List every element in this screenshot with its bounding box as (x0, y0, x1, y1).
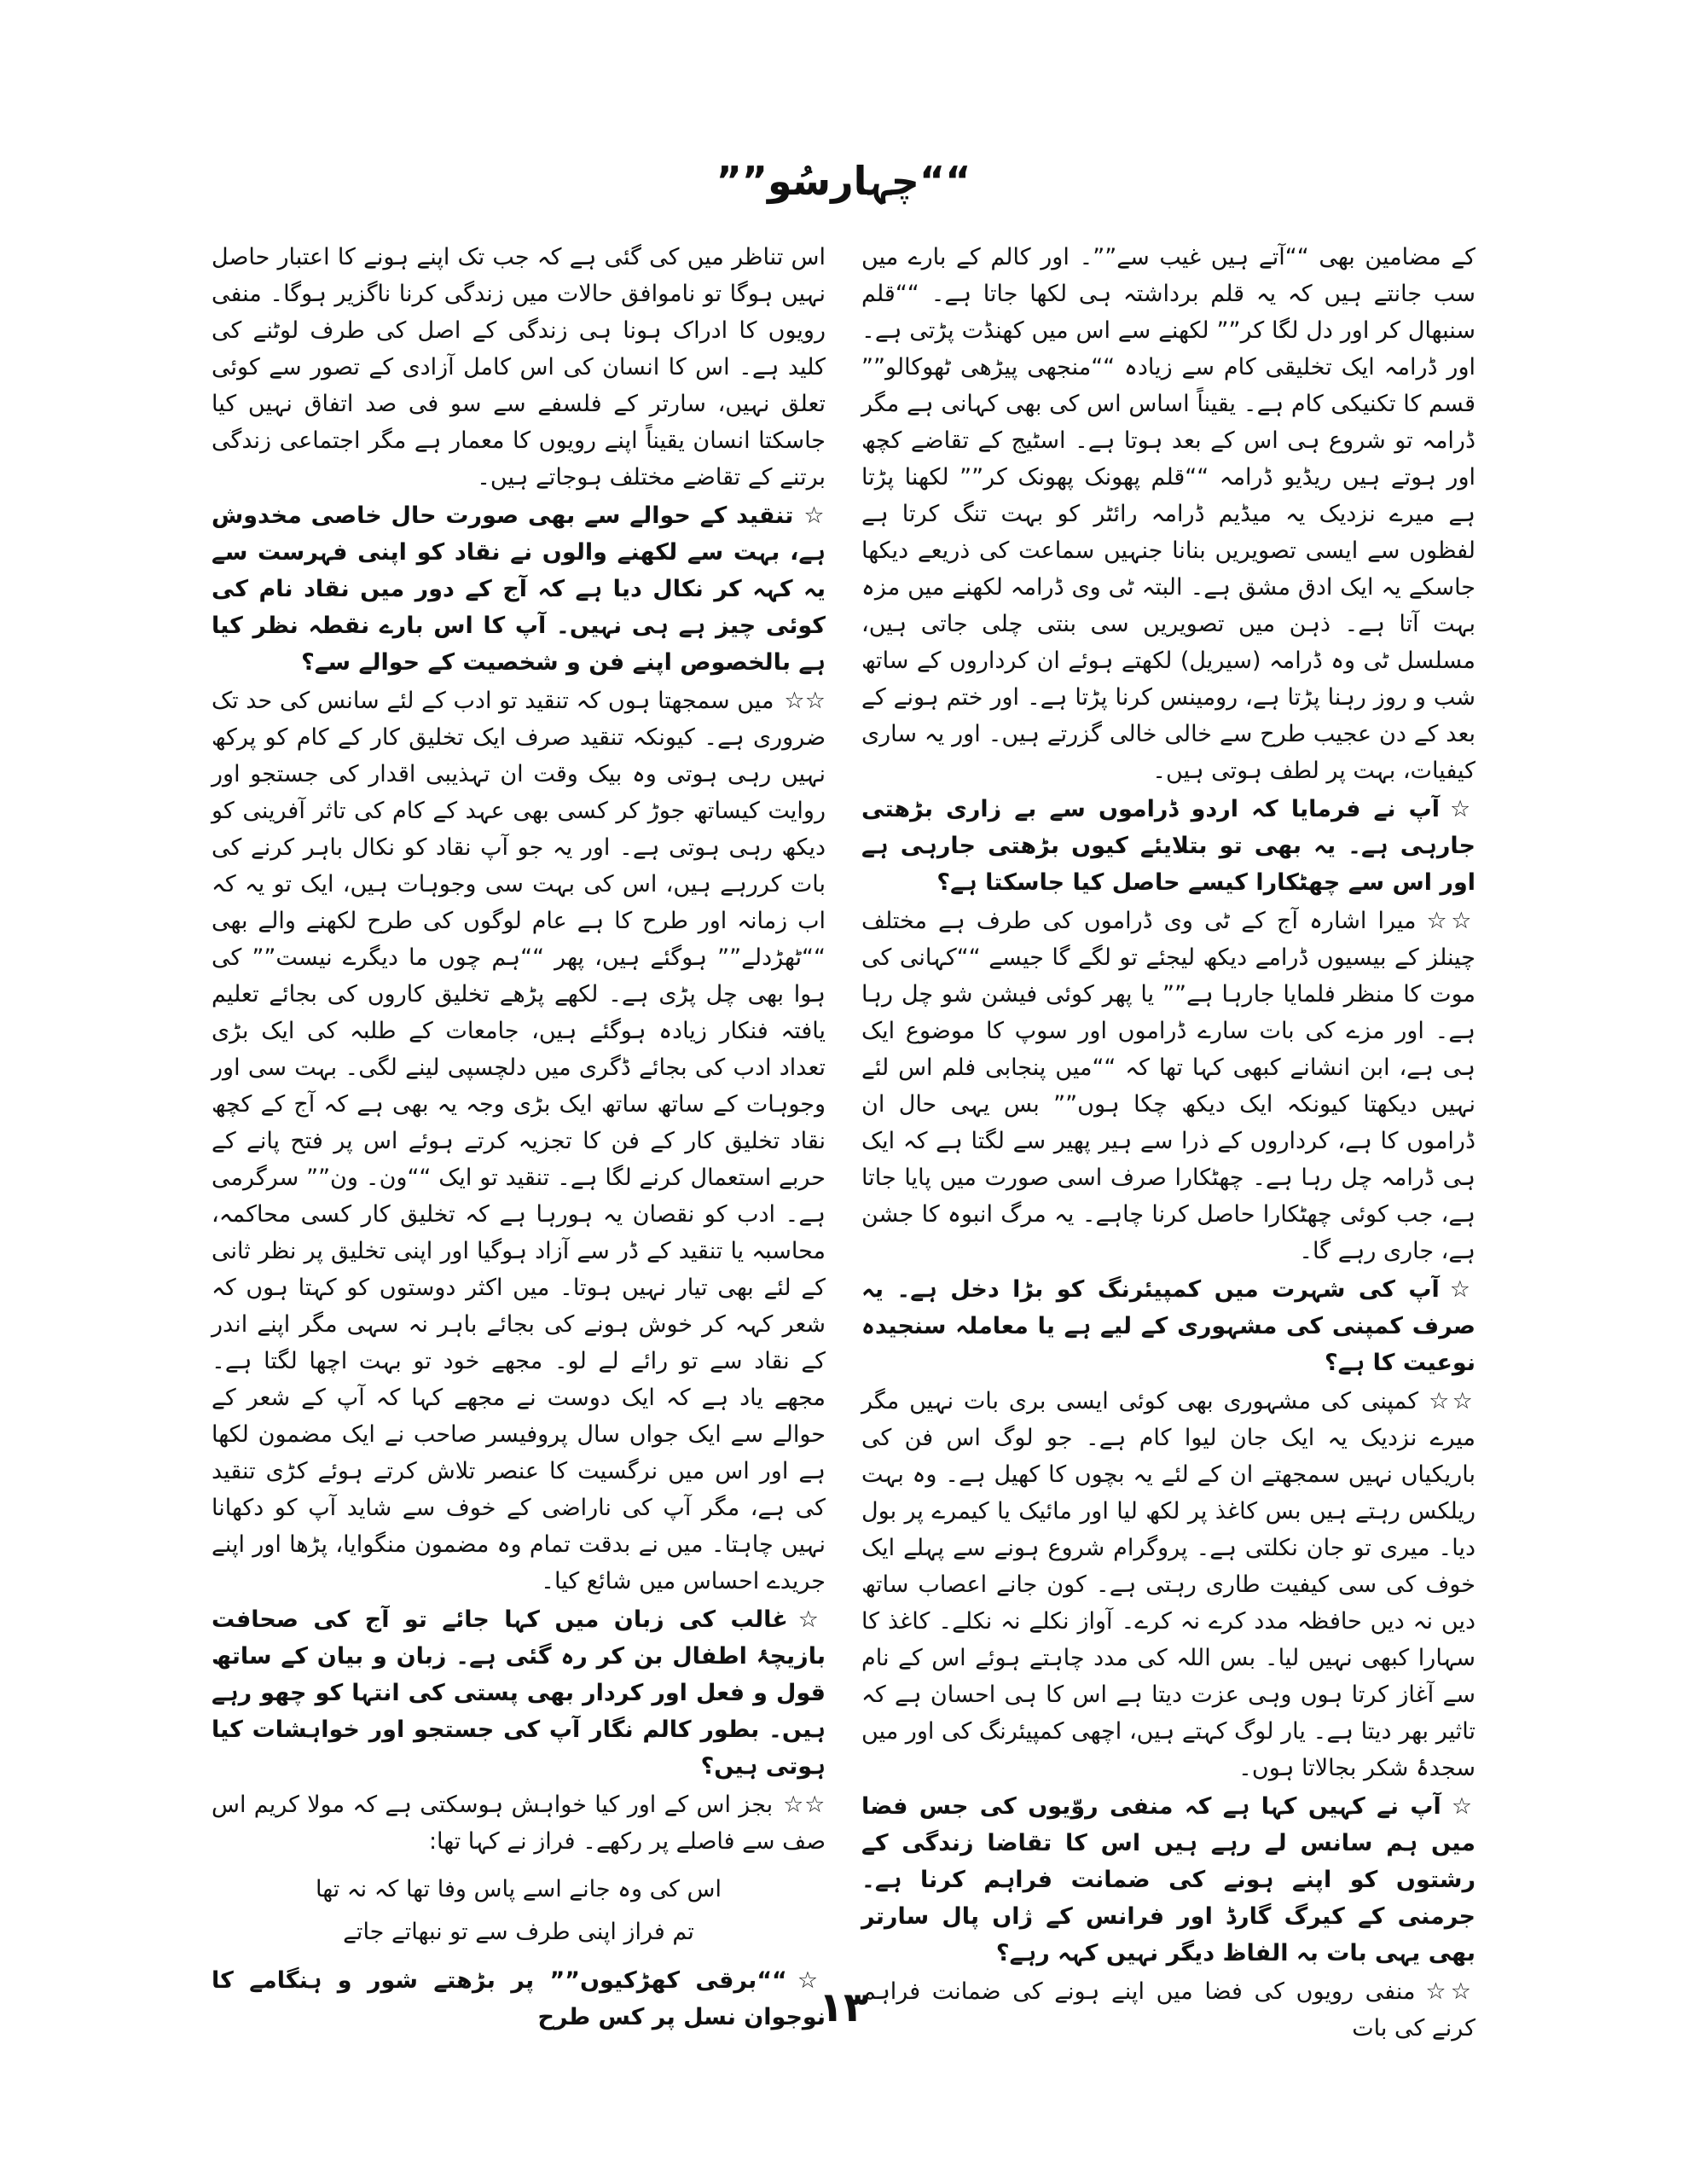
question: ☆آپ نے کہیں کہا ہے کہ منفی روّیوں کی جس فضا میں ہم سانس لے رہے ہیں اس کا تقاضا زندگی کے رشتوں کو اپنے ہونے کی ضمانت فراہم کرنا ہے۔ جرمنی کے کیرگ گارڈ اور فرانس کے ژاں پال سارتر بھی یہی بات بہ الفاظ دیگر نہیں کہہ رہے؟ (861, 1793, 1475, 1966)
answer: ☆☆بجز اس کے اور کیا خواہش ہوسکتی ہے کہ مولا کریم اس صف سے فاصلے پر رکھے۔ فراز نے کہا تھا: (212, 1792, 826, 1855)
double-star-icon: ☆☆ (784, 688, 826, 714)
answer: ☆☆میں سمجھتا ہوں کہ تنقید تو ادب کے لئے سانس کی حد تک ضروری ہے۔ کیونکہ تنقید صرف ایک تخلیق کار کے کام کو پرکھ نہیں رہی ہوتی وہ بیک وقت ان تہذیبی اقدار کی جستجو اور روایت کیساتھ جوڑ کر کسی بھی عہد کے کام کی تاثر آفرینی کو دیکھ رہی ہوتی ہے۔ اور یہ جو آپ نقاد کو نکال باہر کرنے کی بات کررہے ہیں، اس کی بہت سی وجوہات ہیں، ایک تو یہ کہ اب زمانہ اور طرح کا ہے عام لوگوں کی طرح لکھنے والے بھی ““ٹھڑدلے”” ہوگئے ہیں، پھر ““ہم چوں ما دیگرے نیست”” کی ہوا بھی چل پڑی ہے۔ لکھے پڑھے تخلیق کاروں کی بجائے تعلیم یافتہ فنکار زیادہ ہوگئے ہیں، جامعات کے طلبہ کی ایک بڑی تعداد ادب کی بجائے ڈگری میں دلچسپی لینے لگی۔ بہت سی اور وجوہات کے ساتھ ساتھ ایک بڑی وجہ یہ بھی ہے کہ آج کے کچھ نقاد تخلیق کار کے فن کا تجزیہ کرتے ہوئے اس پر فتح پانے کے حربے استعمال کرنے لگا ہے۔ تنقید تو ایک ““ون۔ ون”” سرگرمی ہے۔ ادب کو نقصان یہ ہورہا ہے کہ تخلیق کار کسی محاکمہ، محاسبہ یا تنقید کے ڈر سے آزاد ہوگیا اور اپنی تخلیق پر نظر ثانی کے لئے بھی تیار نہیں ہوتا۔ میں اکثر دوستوں کو کہتا ہوں کہ شعر کہہ کر خوش ہونے کی بجائے باہر نہ سہی مگر اپنے اندر کے نقاد سے تو رائے لے لو۔ مجھے خود تو بہت اچھا لگتا ہے۔ مجھے یاد ہے کہ ایک دوست نے مجھے کہا کہ آپ کے شعر کے حوالے سے ایک جواں سال پروفیسر صاحب نے ایک مضمون لکھا ہے اور اس میں نرگسیت کا عنصر تلاش کرتے ہوئے کڑی تنقید کی ہے، مگر آپ کی ناراضی کے خوف سے شاید آپ کو دکھانا نہیں چاہتا۔ میں نے بدقت تمام وہ مضمون منگوایا، پڑھا اور اپنے جریدے احساس میں شائع کیا۔ (212, 688, 826, 1594)
answer: ☆☆منفی رویوں کی فضا میں اپنے ہونے کی ضمانت فراہم کرنے کی بات (861, 1978, 1475, 2042)
question: ☆““برقی کھڑکیوں”” پر بڑھتے شور و ہنگامے کا نوجوان نسل پر کس طرح (212, 1967, 826, 2030)
paragraph: کے مضامین بھی ““آتے ہیں غیب سے””۔ اور کالم کے بارے میں سب جانتے ہیں کہ یہ قلم برداشتہ ہی لکھا جاتا ہے۔ ““قلم سنبھال کر اور دل لگا کر”” لکھنے سے اس میں کھنڈت پڑتی ہے۔ اور ڈرامہ ایک تخلیقی کام سے زیادہ ““منجھی پیڑھی ٹھوکالو”” قسم کا تکنیکی کام ہے۔ یقیناً اساس اس کی بھی کہانی ہے مگر ڈرامہ تو شروع ہی اس کے بعد ہوتا ہے۔ اسٹیج کے تقاضے کچھ اور ہوتے ہیں ریڈیو ڈرامہ ““قلم پھونک پھونک کر”” لکھنا پڑتا ہے میرے نزدیک یہ میڈیم ڈرامہ رائٹر کو بہت تنگ کرتا ہے لفظوں سے ایسی تصویریں بنانا جنہیں سماعت کی ذریعے دیکھا جاسکے یہ ایک ادق مشق ہے۔ البتہ ٹی وی ڈرامہ لکھنے میں مزہ بہت آتا ہے۔ ذہن میں تصویریں سی بنتی چلی جاتی ہیں، مسلسل ٹی وہ ڈرامہ (سیریل) لکھتے ہوئے ان کرداروں کے ساتھ شب و روز رہنا پڑتا ہے، رومینس کرنا پڑتا ہے۔ اور ختم ہونے کے بعد کے دن عجیب طرح سے خالی خالی گزرتے ہیں۔ اور یہ ساری کیفیات، بہت پر لطف ہوتی ہیں۔ (861, 244, 1475, 784)
star-icon: ☆ (1449, 1276, 1475, 1303)
right-column (861, 239, 1475, 2042)
star-icon: ☆ (1451, 1793, 1475, 1820)
double-star-icon: ☆☆ (783, 1792, 826, 1818)
star-icon: ☆ (1450, 796, 1475, 822)
verse-line: اس کی وہ جانے اسے پاس وفا تھا کہ نہ تھا (316, 1876, 722, 1902)
question: ☆تنقید کے حوالے سے بھی صورت حال خاصی مخدوش ہے، بہت سے لکھنے والوں نے نقاد کو اپنی فہرست سے یہ کہہ کر نکال دیا ہے کہ آج کے دور میں نقاد نام کی کوئی چیز ہے ہی نہیں۔ آپ کا اس بارے نقطہ نظر کیا ہے بالخصوص اپنے فن و شخصیت کے حوالے سے؟ (212, 502, 826, 676)
poetry-verse (212, 1868, 826, 1954)
question: ☆غالب کی زبان میں کہا جائے تو آج کی صحافت بازیچۂ اطفال بن کر رہ گئی ہے۔ زبان و بیان کے ساتھ قول و فعل اور کردار بھی پستی کی انتہا کو چھو رہے ہیں۔ بطور کالم نگار آپ کی جستجو اور خواہشات کیا ہوتی ہیں؟ (212, 1606, 826, 1780)
question: ☆آپ نے فرمایا کہ اردو ڈراموں سے بے زاری بڑھتی جارہی ہے۔ یہ بھی تو بتلایئے کیوں بڑھتی جارہی ہے اور اس سے چھٹکارا کیسے حاصل کیا جاسکتا ہے؟ (861, 796, 1475, 896)
paragraph: اس تناظر میں کی گئی ہے کہ جب تک اپنے ہونے کا اعتبار حاصل نہیں ہوگا تو ناموافق حالات میں زندگی کرنا ناگزیر ہوگا۔ منفی رویوں کا ادراک ہونا ہی زندگی کے اصل کی طرف لوٹنے کی کلید ہے۔ اس کا انسان کی اس کامل آزادی کے تصور سے کوئی تعلق نہیں، سارتر کے فلسفے سے سو فی صد اتفاق نہیں کیا جاسکتا انسان یقیناً اپنے رویوں کا معمار ہے مگر اجتماعی زندگی برتنے کے تقاضے مختلف ہوجاتے ہیں۔ (212, 244, 826, 491)
double-star-icon: ☆☆ (1425, 1978, 1475, 2005)
page-number: ۱۳ (818, 1984, 869, 2031)
left-column (212, 239, 826, 2030)
star-icon: ☆ (803, 502, 826, 529)
page-header-title: ““چہارسُو”” (716, 158, 971, 204)
star-icon: ☆ (797, 1967, 826, 1994)
answer: ☆☆میرا اشارہ آج کے ٹی وی ڈراموں کی طرف ہے مختلف چینلز کے بیسیوں ڈرامے دیکھ لیجئے تو لگے گا جیسے ““کہانی کی موت کا منظر فلمایا جارہا ہے”” یا پھر کوئی فیشن شو چل رہا ہے۔ اور مزے کی بات سارے ڈراموں اور سوپ کا موضوع ایک ہی ہے، ابن انشانے کبھی کہا تھا کہ ““میں پنجابی فلم اس لئے نہیں دیکھتا کیونکہ ایک دیکھ چکا ہوں”” بس یہی حال ان ڈراموں کا ہے، کرداروں کے ذرا سے ہیر پھیر سے لگتا ہے کہ ایک ہی ڈرامہ چل رہا ہے۔ چھٹکارا صرف اسی صورت میں پایا جاتا ہے، جب کوئی چھٹکارا حاصل کرنا چاہے۔ یہ مرگ انبوہ کا جشن ہے، جاری رہے گا۔ (861, 908, 1475, 1264)
answer: ☆☆کمپنی کی مشہوری بھی کوئی ایسی بری بات نہیں مگر میرے نزدیک یہ ایک جان لیوا کام ہے۔ جو لوگ اس فن کی باریکیاں نہیں سمجھتے ان کے لئے یہ بچوں کا کھیل ہے۔ وہ بہت ریلکس رہتے ہیں بس کاغذ پر لکھ لیا اور مائیک یا کیمرے پر بول دیا۔ میری تو جان نکلتی ہے۔ پروگرام شروع ہونے سے پہلے ایک خوف کی سی کیفیت طاری رہتی ہے۔ کون جانے اعصاب ساتھ دیں نہ دیں حافظہ مدد کرے نہ کرے۔ آواز نکلے نہ نکلے۔ کاغذ کا سہارا کبھی نہیں لیا۔ بس اللہ کی مدد چاہتے ہوئے اس کے نام سے آغاز کرتا ہوں وہی عزت دیتا ہے اس کا ہی احسان ہے کہ تاثیر بھر دیتا ہے۔ یار لوگ کہتے ہیں، اچھی کمپیئرنگ کی اور میں سجدۂ شکر بجالاتا ہوں۔ (861, 1388, 1475, 1781)
verse-line: تم فراز اپنی طرف سے تو نبھاتے جاتے (343, 1919, 694, 1945)
double-star-icon: ☆☆ (1426, 908, 1475, 934)
question: ☆آپ کی شہرت میں کمپیئرنگ کو بڑا دخل ہے۔ یہ صرف کمپنی کی مشہوری کے لیے ہے یا معاملہ سنجیدہ نوعیت کا ہے؟ (861, 1276, 1475, 1376)
double-star-icon: ☆☆ (1429, 1388, 1475, 1414)
star-icon: ☆ (797, 1606, 826, 1633)
